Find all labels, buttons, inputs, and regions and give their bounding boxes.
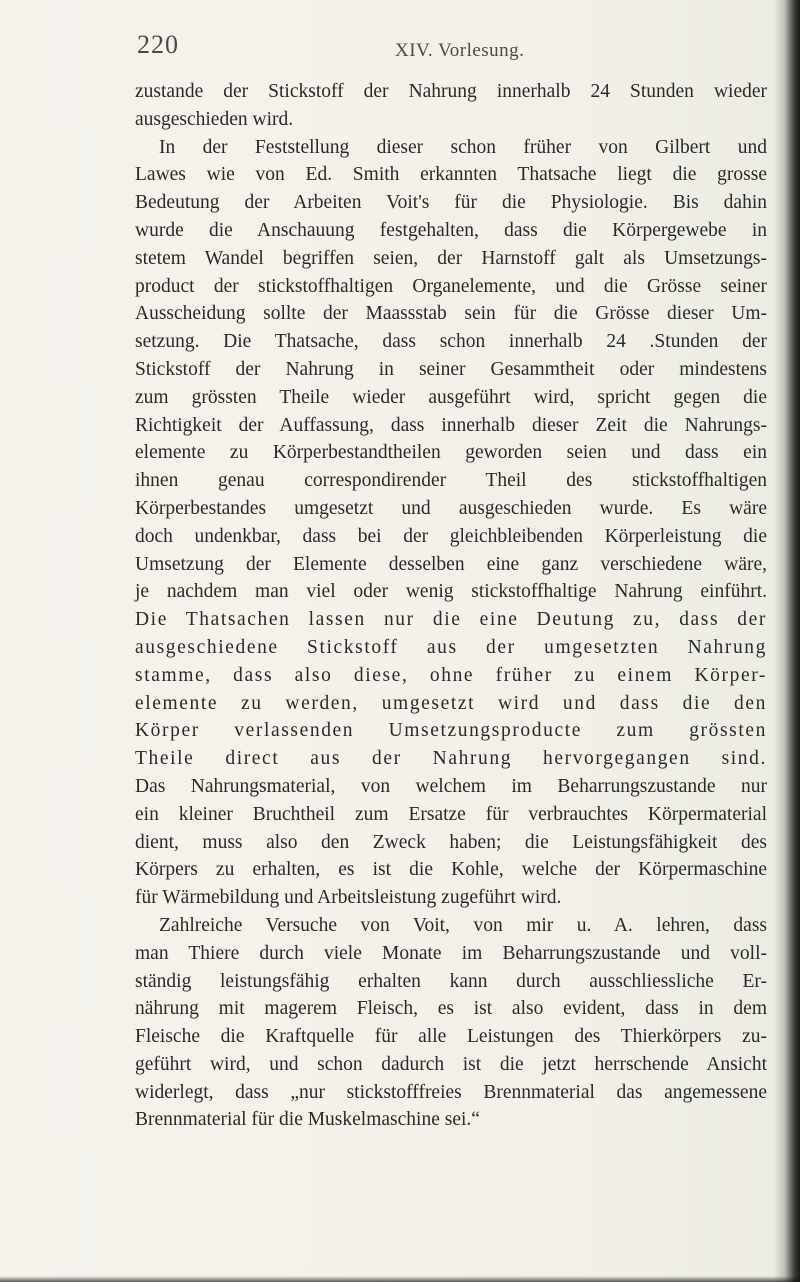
text-line: zum grössten Theile wieder ausgeführt wird, spricht gegen die <box>135 386 767 408</box>
text-line: Körpers zu erhalten, es ist die Kohle, welche der Körpermaschine <box>135 859 767 881</box>
text-line: ausgeschieden wird. <box>135 108 294 130</box>
text-line: man Thiere durch viele Monate im Beharrungszustande und voll- <box>135 942 767 964</box>
text-line: Theile direct aus der Nahrung hervorgegangen sind. <box>135 748 767 770</box>
text-line: Lawes wie von Ed. Smith erkannten Thatsache liegt die grosse <box>135 164 767 186</box>
text-line: In der Feststellung dieser schon früher von Gilbert und <box>159 136 767 158</box>
running-head: XIV. Vorlesung. <box>395 40 525 61</box>
text-line: Körper verlassenden Umsetzungsproducte zum grössten <box>135 720 767 742</box>
text-line: zustande der Stickstoff der Nahrung innerhalb 24 Stunden wieder <box>135 81 767 102</box>
body-text <box>135 78 767 1134</box>
page-header <box>137 30 777 70</box>
text-line: geführt wird, und schon dadurch ist die jetzt herrschende Ansicht <box>135 1053 767 1075</box>
text-line: Zahlreiche Versuche von Voit, von mir u. A. lehren, dass <box>159 914 767 936</box>
text-line: Ausscheidung sollte der Maassstab sein für die Grösse dieser Um- <box>135 303 767 325</box>
text-line: Das Nahrungsmaterial, von welchem im Beharrungszustande nur <box>135 775 767 797</box>
text-line: wurde die Anschauung festgehalten, dass die Körpergewebe in <box>135 219 767 241</box>
page-number: 220 <box>137 30 179 59</box>
text-line: Stickstoff der Nahrung in seiner Gesammtheit oder mindestens <box>135 358 767 380</box>
text-line: widerlegt, dass „nur stickstofffreies Brennmaterial das angemessene <box>135 1081 767 1103</box>
text-line: elemente zu Körperbestandtheilen geworden seien und dass ein <box>135 442 767 464</box>
text-line: dient, muss also den Zweck haben; die Leistungsfähigkeit des <box>135 831 767 853</box>
text-line: product der stickstoffhaltigen Organelemente, und die Grösse seiner <box>135 275 767 297</box>
text-line: Brennmaterial für die Muskelmaschine sei.“ <box>135 1109 480 1131</box>
text-line: Fleische die Kraftquelle für alle Leistungen des Thierkörpers zu- <box>135 1026 767 1048</box>
page-bottom-shadow <box>0 1276 800 1282</box>
text-line: Richtigkeit der Auffassung, dass innerhalb dieser Zeit die Nahrungs- <box>135 414 767 436</box>
text-line: stamme, dass also diese, ohne früher zu einem Körper- <box>135 664 767 686</box>
text-line: ständig leistungsfähig erhalten kann durch ausschliessliche Er- <box>135 970 767 992</box>
text-line: Bedeutung der Arbeiten Voit's für die Physiologie. Bis dahin <box>135 192 767 214</box>
text-line: setzung. Die Thatsache, dass schon innerhalb 24 .Stunden der <box>135 331 767 353</box>
text-line: je nachdem man viel oder wenig stickstoffhaltige Nahrung einführt. <box>135 581 767 603</box>
text-line: nährung mit magerem Fleisch, es ist also evident, dass in dem <box>135 998 767 1020</box>
text-line: Körperbestandes umgesetzt und ausgeschieden wurde. Es wäre <box>135 497 767 519</box>
page-edge-shadow <box>774 0 800 1282</box>
text-line: Die Thatsachen lassen nur die eine Deutung zu, dass der <box>135 609 767 631</box>
text-line: für Wärmebildung und Arbeitsleistung zugeführt wird. <box>135 887 562 909</box>
text-line: elemente zu werden, umgesetzt wird und dass die den <box>135 692 767 714</box>
text-line: ein kleiner Bruchtheil zum Ersatze für verbrauchtes Körpermaterial <box>135 803 767 825</box>
text-line: ausgeschiedene Stickstoff aus der umgesetzten Nahrung <box>135 636 767 658</box>
text-line: ihnen genau correspondirender Theil des stickstoffhaltigen <box>135 470 767 492</box>
text-line: doch undenkbar, dass bei der gleichbleibenden Körperleistung die <box>135 525 767 547</box>
text-line: stetem Wandel begriffen seien, der Harnstoff galt als Umsetzungs- <box>135 247 767 269</box>
text-line: Umsetzung der Elemente desselben eine ganz verschiedene wäre, <box>135 553 767 575</box>
